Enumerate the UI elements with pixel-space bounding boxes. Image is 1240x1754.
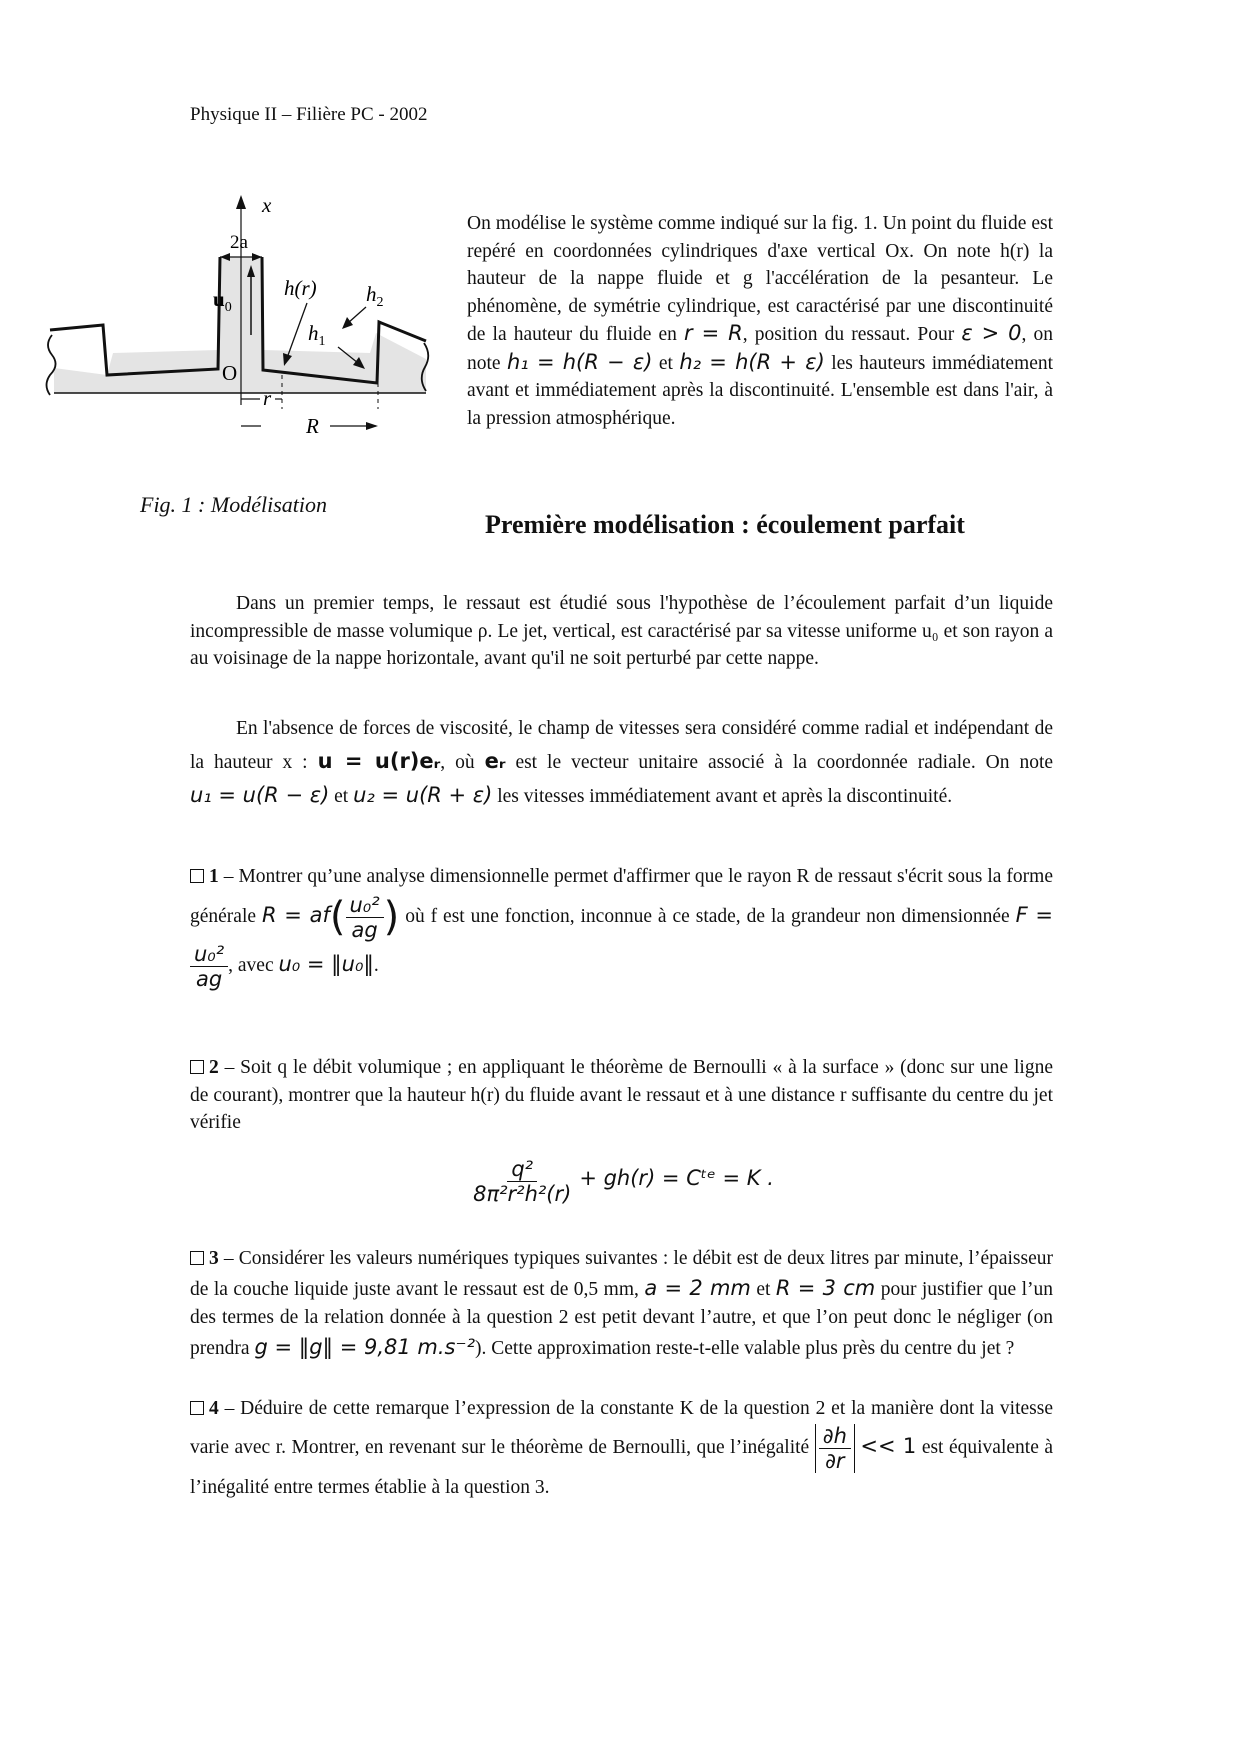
figure-caption: Fig. 1 : Modélisation [140, 492, 327, 517]
q1-paren-close: ) [383, 894, 400, 940]
question-2 [190, 1054, 1053, 1137]
checkbox-icon [190, 1401, 204, 1415]
h-r-pointer [287, 303, 307, 358]
checkbox-icon [190, 869, 204, 883]
h2-label: $h_2$ [366, 282, 384, 310]
q4-frac-den: ∂r [825, 1449, 845, 1473]
para2-math-er: eᵣ [484, 749, 506, 773]
two-a-text: 2a [230, 232, 248, 253]
q1-frac1-den: ag [351, 918, 378, 942]
intro-math-r-equals-R: r = R [684, 321, 743, 345]
q1-frac2-den: ag [195, 967, 223, 991]
q2-text: – Soit q le débit volumique ; en appliquant le théorème de Bernoulli « à la surface » (donc sur une ligne de courant), montrer que la hauteur h(r) du fluide avant le ressaut et à une distance r suffisante du centre du jet vérifie [190, 1057, 1053, 1133]
question-3-number: 3 [209, 1248, 219, 1269]
para2-text-5: les vitesses immédiatement avant et après la discontinuité. [497, 786, 953, 807]
q3-text-1: – Considérer les valeurs numériques typiques suivantes : le débit est de deux litres par minute, l’épaisseur de la couche liquide juste avant le ressaut est de 0,5 mm, [190, 1248, 1053, 1300]
h-r-label: h(r) [284, 276, 317, 300]
page-header: Physique II – Filière PC - 2002 [190, 104, 428, 125]
h2-pointer [348, 307, 366, 323]
q2-eq-rest: + gh(r) = Cᵗᵉ = K . [579, 1166, 774, 1191]
intro-text-2: , position du ressaut. Pour [742, 324, 955, 345]
intro-text-5: les hauteurs immédiatement avant et immédiatement après la discontinuité. L'ensemble est dans l'air, à la pression atmosphérique. [467, 352, 1054, 429]
intro-paragraph [467, 210, 1053, 432]
r-label: r [263, 386, 272, 410]
question-1-number: 1 [209, 866, 219, 887]
q1-text-4: . [373, 954, 379, 976]
intro-math-h2: h₂ = h(R + ε) [679, 349, 825, 374]
q1-frac1-num: u₀² [346, 893, 384, 918]
section-title: Première modélisation : écoulement parfait [485, 510, 965, 539]
q4-text-2: est équivalente à l’inégalité entre termes établie à la question 3. [190, 1436, 1054, 1498]
para2-text-1: En l'absence de forces de viscosité, le champ de vitesses sera considéré comme radial et indépendant de la hauteur x : [190, 718, 1053, 773]
para2-text-4: et [334, 786, 349, 807]
para2-text-3: est le vecteur unitaire associé à la coordonnée radiale. On note [515, 752, 1054, 773]
x-axis-label: x [262, 195, 272, 217]
checkbox-icon [190, 1060, 204, 1074]
q2-eq-den: 8π²r²h²(r) [473, 1182, 572, 1206]
question-1 [190, 860, 1053, 991]
q3-math-a: a = 2 mm [644, 1275, 751, 1300]
q1-text-2: où f est une fonction, inconnue à ce stade, de la grandeur non dimensionnée [405, 905, 1010, 927]
q1-fraction-1 [346, 893, 384, 942]
h2-pointer-head [342, 317, 353, 329]
intro-math-epsilon: ε > 0 [961, 321, 1022, 345]
question-2-number: 2 [209, 1057, 219, 1078]
para2-math-u2: u₂ = u(R + ε) [353, 783, 493, 807]
intro-text-1: On modélise le système comme indiqué sur la fig. 1. Un point du fluide est repéré en coordonnées cylindriques d'axe vertical Ox. On note h(r) la hauteur de la nappe fluide et g l'accélération de la pesanteur. Le phénomène, de symétrie cylindrique, est caractérisé par une discontinuité de la hauteur du fluide en [467, 213, 1053, 345]
intro-math-h1: h₁ = h(R − ε) [507, 349, 653, 374]
q1-text-3: , avec [228, 954, 274, 976]
q3-text-2: et [756, 1278, 771, 1300]
para2-text-2: , où [440, 752, 475, 773]
origin-label: O [222, 361, 238, 385]
question-3 [190, 1245, 1053, 1363]
intro-text-3: , on note [467, 324, 1054, 374]
q3-math-R: R = 3 cm [775, 1275, 876, 1300]
q1-frac2-num: u₀² [190, 942, 228, 967]
para2-math-u1: u₁ = u(R − ε) [190, 783, 330, 807]
q1-text-1: – Montrer qu’une analyse dimensionnelle permet d'affirmer que le rayon R de ressaut s'écrit sous la forme générale [190, 866, 1053, 927]
q2-eq-fraction [469, 1157, 575, 1206]
q1-math-R-lhs: R = af [261, 902, 330, 927]
q1-math-u0-norm: u₀ = ‖u₀‖ [278, 951, 374, 976]
paragraph-2 [190, 712, 1053, 813]
R-label: R [306, 414, 319, 438]
q4-text-1: – Déduire de cette remarque l’expression de la constante K de la question 2 et la manière dont la vitesse varie avec r. Montrer, en revenant sur le théorème de Bernoulli, que l’inégalité [190, 1398, 1054, 1458]
h1-label: $h_1$ [308, 321, 326, 349]
q3-math-g: g = ‖g‖ = 9,81 m.s⁻² [254, 1334, 475, 1359]
q4-abs-bars [815, 1424, 855, 1473]
q1-fraction-2 [190, 942, 228, 991]
q2-eq-num: q² [507, 1157, 537, 1182]
two-a-label [230, 232, 249, 253]
question-4-number: 4 [209, 1398, 219, 1419]
intro-text-4: et [658, 352, 673, 374]
q3-text-3: pour justifier que l’un des termes de la relation donnée à la question 2 est petit devant l’autre, et que l’on peut donc le négliger (on prendra [190, 1278, 1054, 1359]
q3-text-4: ). Cette approximation reste-t-elle valable plus près du centre du jet ? [475, 1337, 1015, 1359]
paragraph-1: Dans un premier temps, le ressaut est étudié sous l'hypothèse de l’écoulement parfait d’un liquide incompressible de masse volumique ρ. Le jet, vertical, est caractérisé par sa vitesse uniforme u₀ et son rayon a au voisinage de la nappe horizontale, avant qu'il ne soit perturbé par cette nappe. [190, 593, 1053, 669]
q4-frac-num: ∂h [819, 1424, 851, 1449]
checkbox-icon [190, 1251, 204, 1265]
para2-math-velocity-field: u = u(r)eᵣ [317, 749, 441, 773]
figure-modelisation [40, 195, 440, 495]
question-4 [190, 1394, 1053, 1503]
x-axis-arrowhead [236, 195, 246, 209]
u0-label: $u_0$ [213, 287, 232, 315]
R-arrowhead [366, 422, 378, 430]
q1-math-F-lhs: F = [1015, 902, 1054, 927]
q1-paren-open: ( [329, 894, 346, 940]
q4-fraction [819, 1424, 851, 1473]
q4-math-inequality: << 1 [860, 1433, 917, 1458]
q2-equation [190, 1157, 1053, 1206]
fluid-region [54, 257, 426, 393]
